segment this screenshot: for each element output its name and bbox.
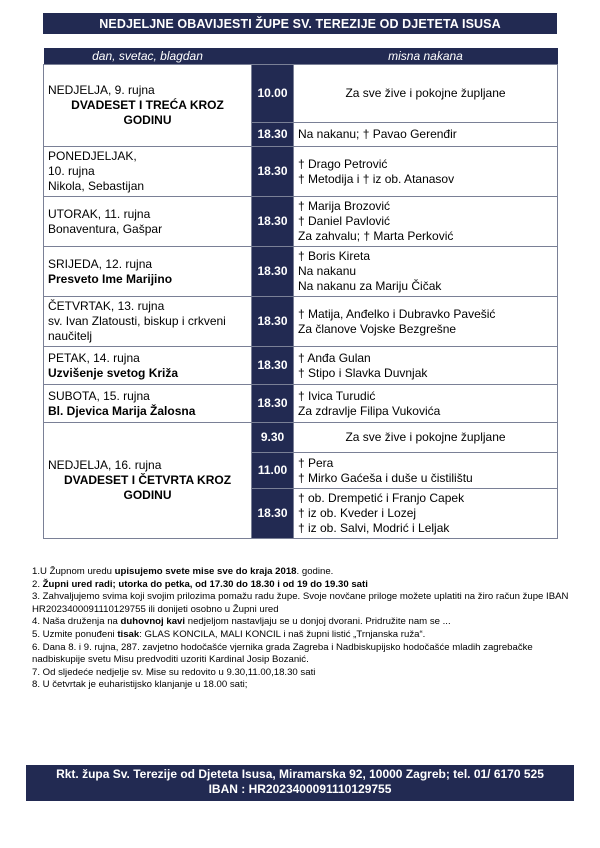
day-cell — [44, 247, 252, 297]
day-cell — [44, 347, 252, 385]
mass-time: 18.30 — [252, 123, 294, 147]
col-header-intent: misna nakana — [294, 48, 558, 65]
mass-intent: † Boris Kireta Na nakanu Na nakanu za Mariju Čičak — [294, 247, 558, 297]
announcement-item: 3. Zahvaljujemo svima koji svojim prilozima pomažu radu župe. Svoje novčane priloge možete uplatiti na žiro račun župe IBAN HR2023400091110129755 ili donijeti osobno u Župni ured — [32, 591, 569, 615]
table-row — [44, 247, 558, 297]
table-row — [44, 65, 558, 123]
page-title: NEDJELJNE OBAVIJESTI ŽUPE SV. TEREZIJE OD DJETETA ISUSA — [43, 13, 557, 34]
announcement-item: 6. Dana 8. i 9. rujna, 287. zavjetno hodočašće vjernika grada Zagreba i Nadbiskupijsko hodočašće mladih zagrebačke nadbiskupije svetu Misu predvoditi uzoriti Kardinal Josip Bozanić. — [32, 641, 533, 666]
col-header-day: dan, svetac, blagdan — [44, 48, 252, 65]
table-row — [44, 423, 558, 453]
day-label: PONEDJELJAK, — [48, 149, 137, 163]
footer-address: Rkt. župa Sv. Terezije od Djeteta Isusa, Miramarska 92, 10000 Zagreb; tel. 01/ 6170 525 — [56, 767, 544, 781]
mass-intent: † Matija, Anđelko i Dubravko Pavešić Za članove Vojske Bezgrešne — [294, 297, 558, 347]
table-row — [44, 297, 558, 347]
mass-intent: Za sve žive i pokojne župljane — [294, 423, 558, 453]
parish-footer — [26, 765, 574, 801]
mass-time: 18.30 — [252, 489, 294, 539]
mass-time: 18.30 — [252, 297, 294, 347]
mass-intent: † Ivica Turudić Za zdravlje Filipa Vukovića — [294, 385, 558, 423]
saint-label: Nikola, Sebastijan — [48, 179, 145, 193]
table-row — [44, 197, 558, 247]
day-label: NEDJELJA, 16. rujna — [48, 458, 162, 472]
day-cell — [44, 423, 252, 539]
announcement-item: 2. Župni ured radi; utorka do petka, od 17.30 do 18.30 i od 19 do 19.30 sati — [32, 578, 368, 590]
day-cell — [44, 197, 252, 247]
day-cell — [44, 147, 252, 197]
table-row — [44, 385, 558, 423]
day-label: ČETVRTAK, 13. rujna — [48, 299, 165, 313]
mass-time: 18.30 — [252, 385, 294, 423]
announcement-item: 1.U Župnom uredu upisujemo svete mise sve do kraja 2018. godine. — [32, 566, 334, 577]
day-cell — [44, 65, 252, 147]
mass-time: 18.30 — [252, 247, 294, 297]
mass-time: 18.30 — [252, 347, 294, 385]
day-label: NEDJELJA, 9. rujna — [48, 83, 155, 97]
day-label: SRIJEDA, 12. rujna — [48, 256, 153, 271]
mass-intent: Na nakanu; † Pavao Gerenđir — [294, 123, 558, 147]
mass-intent: † ob. Drempetić i Franjo Capek † iz ob. Kveder i Lozej † iz ob. Salvi, Modrić i Leljak — [294, 489, 558, 539]
day-date: 10. rujna — [48, 164, 95, 178]
day-label: PETAK, 14. rujna — [48, 350, 140, 365]
table-header-row — [44, 48, 558, 65]
day-cell — [44, 297, 252, 347]
saint-label: Bonaventura, Gašpar — [48, 221, 163, 236]
mass-time: 9.30 — [252, 423, 294, 453]
mass-time: 11.00 — [252, 453, 294, 489]
mass-time: 10.00 — [252, 65, 294, 123]
saint-label: sv. Ivan Zlatousti, biskup i crkveni naučitelj — [48, 314, 226, 343]
feast-label: DVADESET I ČETVRTA KROZ GODINU — [63, 473, 232, 502]
mass-schedule-table — [43, 48, 558, 539]
day-label: UTORAK, 11. rujna — [48, 206, 151, 221]
day-cell — [44, 385, 252, 423]
table-row — [44, 347, 558, 385]
feast-label: Bl. Djevica Marija Žalosna — [48, 403, 196, 418]
mass-intent: † Marija Brozović † Daniel Pavlović Za zahvalu; † Marta Perković — [294, 197, 558, 247]
announcement-item: 7. Od sljedeće nedjelje sv. Mise su redovito u 9.30,11.00,18.30 sati — [32, 666, 316, 678]
table-row — [44, 147, 558, 197]
mass-intent: † Anđa Gulan † Stipo i Slavka Duvnjak — [294, 347, 558, 385]
mass-intent: † Pera † Mirko Gaćeša i duše u čistilištu — [294, 453, 558, 489]
footer-iban: IBAN : HR2023400091110129755 — [208, 782, 392, 796]
feast-label: Uzvišenje svetog Križa — [48, 365, 179, 380]
mass-time: 18.30 — [252, 197, 294, 247]
feast-label: Presveto Ime Marijino — [48, 271, 173, 286]
mass-intent: Za sve žive i pokojne župljane — [294, 65, 558, 123]
feast-label: DVADESET I TREĆA KROZ GODINU — [71, 98, 224, 127]
announcement-item: 8. U četvrtak je euharistijsko klanjanje u 18.00 sati; — [32, 679, 248, 691]
announcements — [32, 566, 572, 692]
announcement-item: 4. Naša druženja na duhovnoj kavi nedjeljom nastavljaju se u donjoj dvorani. Pridružite nam se ... — [32, 616, 451, 628]
mass-time: 18.30 — [252, 147, 294, 197]
day-label: SUBOTA, 15. rujna — [48, 388, 150, 403]
announcement-item: 5. Uzmite ponuđeni tisak: GLAS KONCILA, MALI KONCIL i naš župni listić „Trnjanska ruža“. — [32, 628, 426, 640]
mass-intent: † Drago Petrović † Metodija i † iz ob. Atanasov — [294, 147, 558, 197]
col-header-spacer — [252, 48, 294, 65]
